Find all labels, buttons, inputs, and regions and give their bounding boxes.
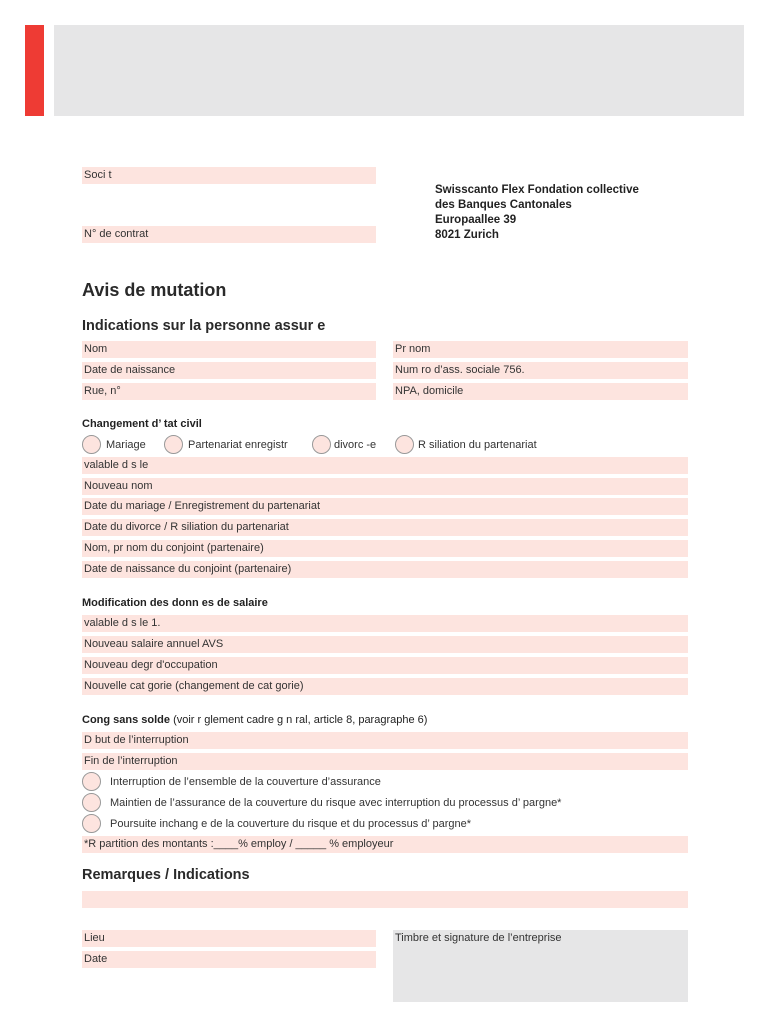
street-field[interactable] <box>82 383 376 400</box>
field-label: Nouveau salaire annuel AVS <box>84 638 224 650</box>
stamp-label: Timbre et signature de l’entreprise <box>395 932 562 944</box>
address-line: des Banques Cantonales <box>435 199 572 211</box>
radio-label: Partenariat enregistr <box>188 439 288 451</box>
leave-heading <box>82 714 427 726</box>
field-label: Date du divorce / R siliation du partenariat <box>84 521 289 533</box>
date-field[interactable] <box>82 951 376 968</box>
radio-label: R siliation du partenariat <box>418 439 537 451</box>
field-label: Nouveau degr d'occupation <box>84 659 218 671</box>
civil-valid-from-field[interactable] <box>82 457 688 474</box>
recipient-address <box>435 183 639 243</box>
prenom-field[interactable] <box>393 341 688 358</box>
field-label: Rue, n° <box>84 385 121 397</box>
avs-number-field[interactable] <box>393 362 688 379</box>
company-label: Soci t <box>84 169 112 181</box>
radio-label: Mariage <box>106 439 146 451</box>
radio-maintien[interactable] <box>82 793 101 812</box>
radio-divorce[interactable] <box>312 435 331 454</box>
field-label: Pr nom <box>395 343 431 355</box>
address-line: 8021 Zurich <box>435 229 499 241</box>
field-label: *R partition des montants :____% employ / _____ % employeur <box>84 838 394 850</box>
field-label: Date <box>84 953 108 965</box>
stamp-signature-box[interactable] <box>393 930 688 1002</box>
contract-field[interactable] <box>82 226 376 243</box>
radio-label: Maintien de l’assurance de la couverture du risque avec interruption du processus d’ pargne* <box>110 797 562 809</box>
field-label: valable d s le <box>84 459 149 471</box>
field-label: Date de naissance du conjoint (partenaire) <box>84 563 292 575</box>
field-label: Date de naissance <box>84 364 176 376</box>
field-label: NPA, domicile <box>395 385 464 397</box>
marriage-date-field[interactable] <box>82 498 688 515</box>
birthdate-field[interactable] <box>82 362 376 379</box>
civil-heading: Changement d’ tat civil <box>82 418 202 430</box>
radio-interruption[interactable] <box>82 772 101 791</box>
field-label: D but de l’interruption <box>84 734 189 746</box>
address-line: Swisscanto Flex Fondation collective <box>435 184 639 196</box>
new-category-field[interactable] <box>82 678 688 695</box>
brand-bar <box>25 25 44 116</box>
occupation-rate-field[interactable] <box>82 657 688 674</box>
place-field[interactable] <box>82 930 376 947</box>
header-panel <box>54 25 744 116</box>
radio-partenariat[interactable] <box>164 435 183 454</box>
leave-heading-note: (voir r glement cadre g n ral, article 8, paragraphe 6) <box>170 714 428 726</box>
page-title: Avis de mutation <box>82 280 227 300</box>
leave-start-field[interactable] <box>82 732 688 749</box>
person-heading: Indications sur la personne assur e <box>82 318 326 334</box>
field-label: Date du mariage / Enregistrement du partenariat <box>84 500 321 512</box>
divorce-date-field[interactable] <box>82 519 688 536</box>
radio-label: divorc -e <box>334 439 377 451</box>
address-line: Europaallee 39 <box>435 214 517 226</box>
salary-heading: Modification des donn es de salaire <box>82 597 268 609</box>
leave-heading-bold: Cong sans solde <box>82 714 171 726</box>
new-salary-field[interactable] <box>82 636 688 653</box>
field-label: Nom <box>84 343 108 355</box>
nom-field[interactable] <box>82 341 376 358</box>
salary-valid-from-field[interactable] <box>82 615 688 632</box>
remarks-field[interactable] <box>82 891 688 908</box>
field-label: Nouvelle cat gorie (changement de cat gorie) <box>84 680 304 692</box>
field-label: valable d s le 1. <box>84 617 161 629</box>
field-label: Nom, pr nom du conjoint (partenaire) <box>84 542 264 554</box>
field-label: Nouveau nom <box>84 480 153 492</box>
field-label: Num ro d’ass. sociale 756. <box>395 364 525 376</box>
radio-resiliation[interactable] <box>395 435 414 454</box>
leave-end-field[interactable] <box>82 753 688 770</box>
radio-poursuite[interactable] <box>82 814 101 833</box>
npa-field[interactable] <box>393 383 688 400</box>
radio-mariage[interactable] <box>82 435 101 454</box>
new-name-field[interactable] <box>82 478 688 495</box>
spouse-name-field[interactable] <box>82 540 688 557</box>
contract-label: N° de contrat <box>84 228 149 240</box>
spouse-birthdate-field[interactable] <box>82 561 688 578</box>
remarks-heading: Remarques / Indications <box>82 867 250 883</box>
split-field[interactable] <box>82 836 688 853</box>
radio-label: Interruption de l’ensemble de la couverture d’assurance <box>110 776 381 788</box>
company-field[interactable] <box>82 167 376 184</box>
radio-label: Poursuite inchang e de la couverture du risque et du processus d’ pargne* <box>110 818 471 830</box>
field-label: Fin de l’interruption <box>84 755 178 767</box>
field-label: Lieu <box>84 932 105 944</box>
